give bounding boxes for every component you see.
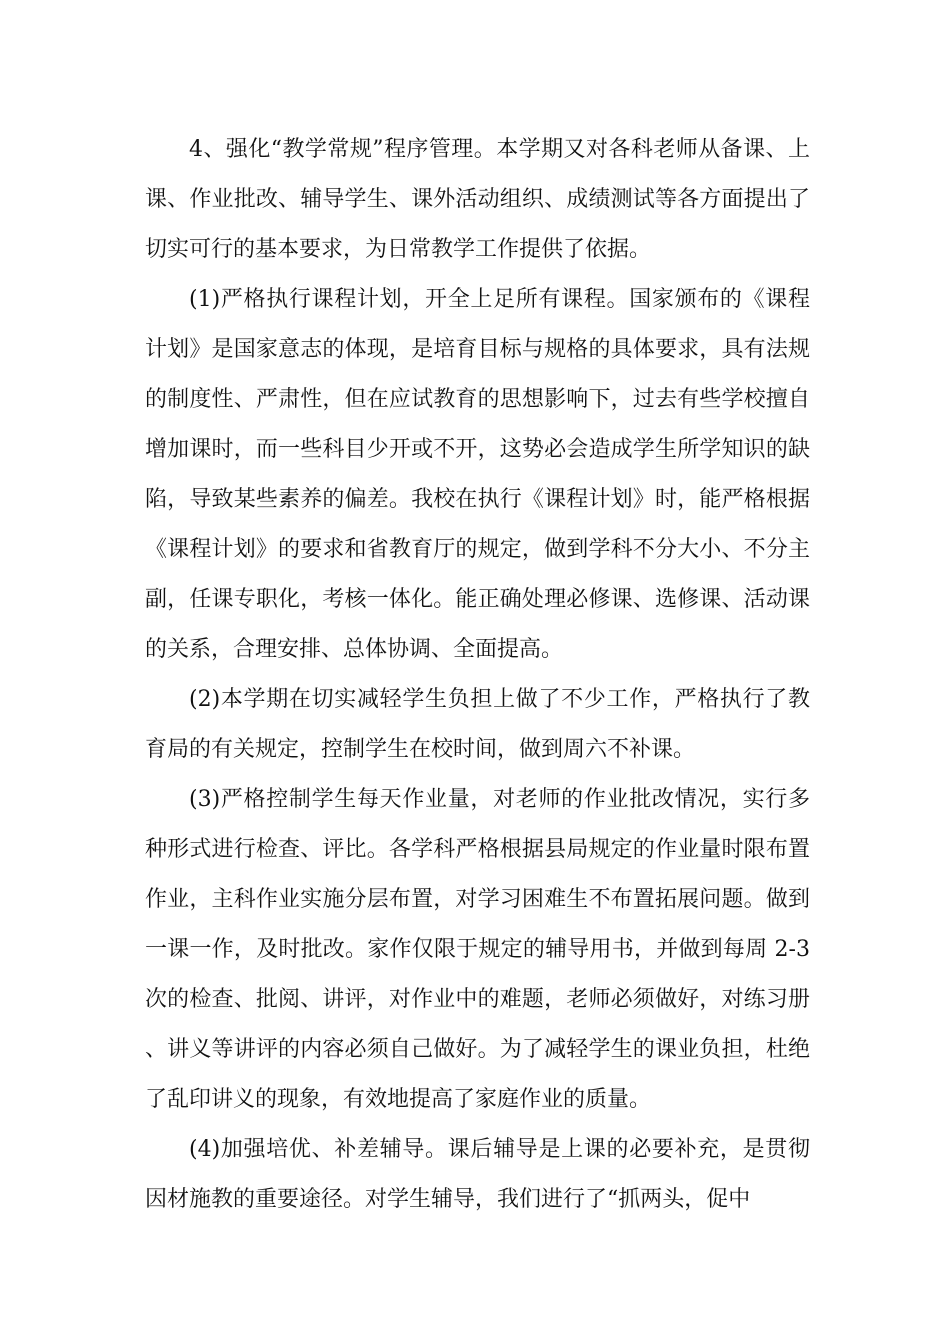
paragraph-teaching-routine: 4、强化“教学常规”程序管理。本学期又对各科老师从备课、上课、作业批改、辅导学生、课外活动组织、成绩测试等各方面提出了切实可行的基本要求，为日常教学工作提供了依据。 — [145, 137, 810, 262]
paragraph-course-plan: (1)严格执行课程计划，开全上足所有课程。国家颁布的《课程计划》是国家意志的体现，是培育目标与规格的具体要求，具有法规的制度性、严肃性，但在应试教育的思想影响下，过去有些学校擅自增加课时，而一些科目少开或不开，这势必会造成学生所学知识的缺陷，导致某些素养的偏差。我校在执行《课程计划》时，能严格根据《课程计划》的要求和省教育厅的规定，做到学科不分大小、不分主副，任课专职化，考核一体化。能正确处理必修课、选修课、活动课的关系，合理安排、总体协调、全面提高。 — [145, 287, 810, 662]
paragraph-reduce-burden: (2)本学期在切实减轻学生负担上做了不少工作，严格执行了教育局的有关规定，控制学生在校时间，做到周六不补课。 — [145, 687, 810, 762]
paragraph-homework-control: (3)严格控制学生每天作业量，对老师的作业批改情况，实行多种形式进行检查、评比。各学科严格根据县局规定的作业量时限布置作业，主科作业实施分层布置，对学习困难生不布置拓展问题。做到一课一作，及时批改。家作仅限于规定的辅导用书，并做到每周 2-3 次的检查、批阅、讲评，对作业中的难题，老师必须做好，对练习册、讲义等讲评的内容必须自己做好。为了减轻学生的课业负担，杜绝了乱印讲义的现象，有效地提高了家庭作业的质量。 — [145, 787, 810, 1112]
document-body — [145, 125, 810, 1225]
paragraph-tutoring: (4)加强培优、补差辅导。课后辅导是上课的必要补充，是贯彻因材施教的重要途径。对学生辅导，我们进行了“抓两头，促中 — [145, 1137, 810, 1212]
